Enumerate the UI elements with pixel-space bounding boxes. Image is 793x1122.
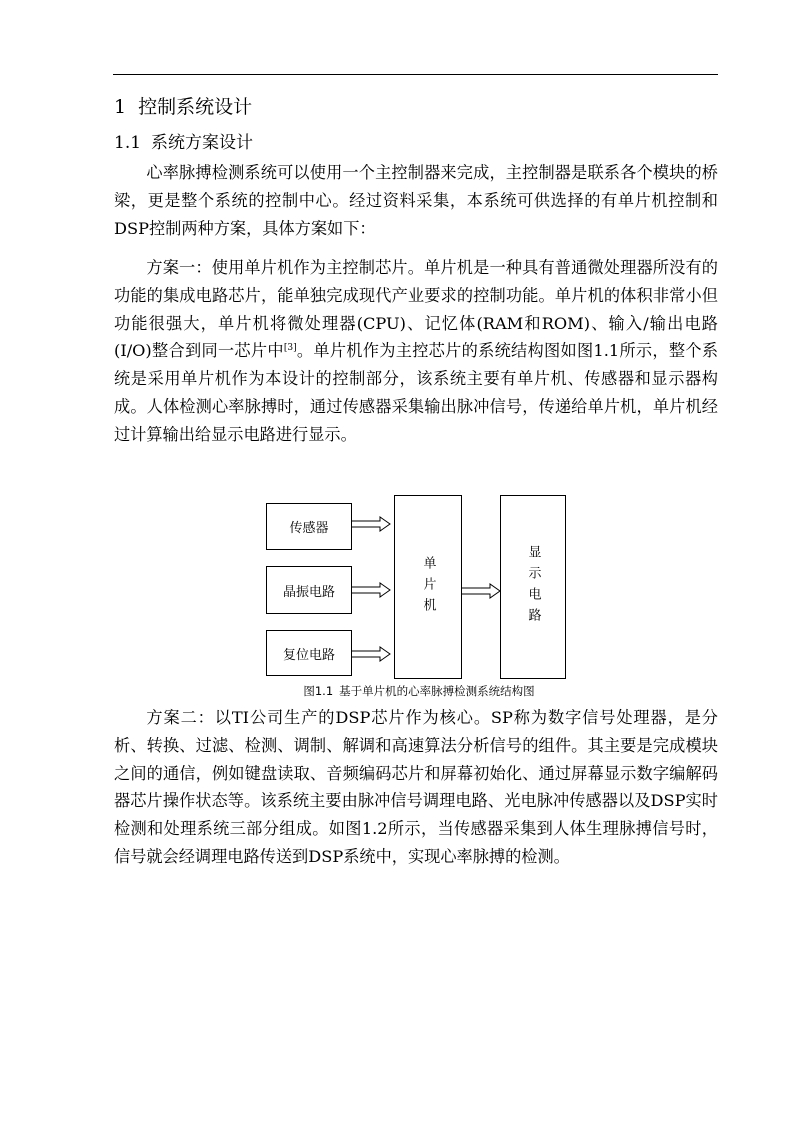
arrow-mcu-to-display [462,584,500,598]
display-block [500,495,566,679]
paragraph-scheme-two: 方案二：以TI公司生产的DSP芯片作为核心。SP称为数字信号处理器，是分析、转换、过滤、检测、调制、解调和高速算法分析信号的组件。其主要是完成模块之间的通信，例如键盘读取、音频编码芯片和屏幕初始化、通过屏幕显示数字编解码器芯片操作状态等。该系统主要由脉冲信号调理电路、光电脉冲传感器以及DSP实时检测和处理系统三部分组成。如图1.2所示，当传感器采集到人体生理脉搏信号时，信号就会经调理电路传送到DSP系统中，实现心率脉搏的检测。 [114,708,718,866]
section-heading [114,94,252,120]
citation-ref[interactable]: [3] [283,343,297,354]
scheme-one-text: 方案一：使用单片机作为主控制芯片。单片机是一种具有普通微处理器所没有的功能的集成电路芯片，能单独完成现代产业要求的控制功能。单片机的体积非常小但功能很强大，单片机将微处理器(CPU)、记忆体(RAM和ROM)、输入/输出电路(I/O)整合到同一芯片中 [114,258,718,361]
subsection-number: 1.1 [114,133,142,153]
arrow-sensor-to-mcu [352,517,390,531]
header-rule [113,74,718,75]
mcu-label: 单片机 [420,555,436,619]
oscillator-block [266,566,352,614]
sensor-block [266,503,352,550]
scheme-one-text-cont: 。单片机作为主控芯片的系统结构图如图1.1所示，整个系统是采用单片机作为本设计的控制部分，该系统主要有单片机、传感器和显示器构成。人体检测心率脉搏时，通过传感器采集输出脉冲信号，传递给单片机，单片机经过计算输出给显示电路进行显示。 [114,341,719,444]
arrow-oscillator-to-mcu [352,583,390,597]
reset-block [266,630,352,676]
system-block-diagram [264,494,574,680]
subsection-heading [114,131,253,155]
sensor-label: 传感器 [289,521,329,536]
figure-caption [264,683,574,699]
oscillator-label: 晶振电路 [282,584,335,600]
paragraph-scheme-one [114,254,718,449]
subsection-title: 系统方案设计 [151,133,254,153]
figure-number: 图1.1 [303,684,334,698]
arrow-reset-to-mcu [352,647,390,661]
mcu-block [394,495,462,679]
reset-label: 复位电路 [282,647,335,663]
section-number: 1 [114,96,127,118]
section-title: 控制系统设计 [138,96,253,118]
figure-title: 基于单片机的心率脉搏检测系统结构图 [339,684,535,698]
display-label: 显示电路 [525,545,541,629]
paragraph-intro: 心率脉搏检测系统可以使用一个主控制器来完成，主控制器是联系各个模块的桥梁，更是整个系统的控制中心。经过资料采集，本系统可供选择的有单片机控制和DSP控制两种方案，具体方案如下： [114,163,718,238]
